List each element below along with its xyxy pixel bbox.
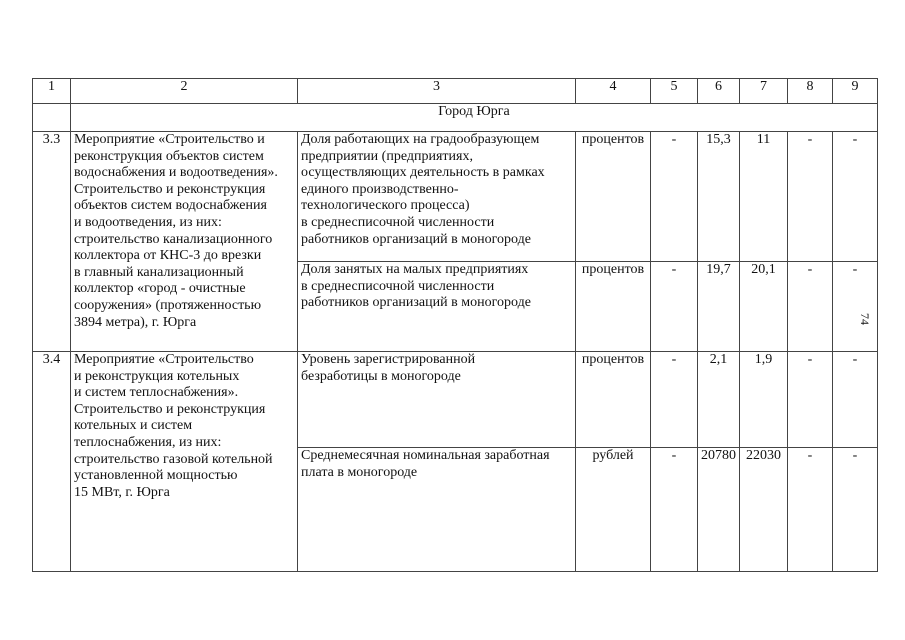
indicator-unit: процентов [576,352,651,448]
measure-description [71,132,298,352]
measure-text-line: в главный канализационный [74,264,244,280]
indicator-text-line: Доля работающих на градообразующем [301,132,540,147]
value-col-5: - [651,262,698,352]
indicator-text-line: предприятии (предприятиях, [301,148,473,164]
header-cell: 4 [576,79,651,104]
measure-text-line: Строительство и реконструкция [74,401,266,417]
header-cell: 2 [71,79,298,104]
header-cell: 6 [698,79,740,104]
indicator-name [298,262,576,352]
value-col-8: - [788,352,833,448]
value-col-9: - [833,262,878,352]
value-col-7: 22030 [740,448,788,572]
value-col-5: - [651,448,698,572]
value-col-9: - [833,352,878,448]
measure-text-line: теплоснабжения, из них: [74,434,222,450]
measure-text-line: и реконструкция котельных [74,368,240,384]
header-cell: 9 [833,79,878,104]
value-col-8: - [788,262,833,352]
value-col-9: - [833,132,878,262]
indicator-text-line: плата в моногороде [301,464,418,480]
value-col-7: 11 [740,132,788,262]
rows-body [33,132,878,572]
indicator-text-line: Доля занятых на малых предприятиях [301,262,529,277]
header-row [33,79,878,104]
indicator-text-line: безработицы в моногороде [301,368,461,384]
measure-text-line: водоснабжения и водоотведения». [74,165,278,181]
measure-text-line: и систем теплоснабжения». [74,385,239,401]
measure-number: 3.4 [33,352,71,572]
indicator-name [298,132,576,262]
measure-description [71,352,298,572]
measure-text-line: объектов систем водоснабжения [74,198,267,214]
table-row [33,132,878,262]
page-number: 74 [858,313,872,325]
indicator-text-line: Уровень зарегистрированной [301,352,476,367]
header-cell: 3 [298,79,576,104]
indicator-text-line: осуществляющих деятельность в рамках [301,165,545,181]
indicator-name [298,352,576,448]
measure-number: 3.3 [33,132,71,352]
measure-text-line: Строительство и реконструкция [74,181,266,197]
measure-text-line: Мероприятие «Строительство [74,352,254,367]
indicator-text-line: технологического процесса) [301,198,470,214]
measure-text-line: Мероприятие «Строительство и [74,132,265,147]
table-row [33,352,878,448]
measure-text-line: 3894 метра), г. Юрга [74,314,197,330]
measure-text-line: коллектора от КНС-3 до врезки [74,248,262,264]
header-cell: 8 [788,79,833,104]
value-col-6: 15,3 [698,132,740,262]
measure-text-line: строительство газовой котельной [74,451,273,467]
indicator-text-line: работников организаций в моногороде [301,295,531,311]
measure-text-line: реконструкция объектов систем [74,148,264,164]
value-col-8: - [788,132,833,262]
value-col-7: 20,1 [740,262,788,352]
city-name: Город Юрга [71,104,878,132]
value-col-6: 20780 [698,448,740,572]
value-col-7: 1,9 [740,352,788,448]
measure-text-line: 15 МВт, г. Юрга [74,484,170,500]
value-col-6: 19,7 [698,262,740,352]
value-col-9: - [833,448,878,572]
indicator-unit: процентов [576,132,651,262]
measure-text-line: коллектор «город - очистные [74,281,246,297]
header-cell: 5 [651,79,698,104]
indicator-name [298,448,576,572]
measure-text-line: и водоотведения, из них: [74,214,222,230]
measure-text-line: сооружения» (протяженностью [74,297,262,313]
indicator-unit: процентов [576,262,651,352]
value-col-5: - [651,132,698,262]
header-cell: 7 [740,79,788,104]
indicator-text-line: работников организаций в моногороде [301,231,531,247]
indicator-text-line: в среднесписочной численности [301,278,495,294]
city-row [33,104,878,132]
indicator-text-line: Среднемесячная номинальная заработная [301,448,550,463]
indicator-unit: рублей [576,448,651,572]
indicator-text-line: в среднесписочной численности [301,214,495,230]
measure-text-line: установленной мощностью [74,468,238,484]
measure-text-line: котельных и систем [74,418,193,434]
header-cell: 1 [33,79,71,104]
value-col-5: - [651,352,698,448]
city-row-empty-cell [33,104,71,132]
measure-text-line: строительство канализационного [74,231,273,247]
value-col-8: - [788,448,833,572]
value-col-6: 2,1 [698,352,740,448]
indicator-text-line: единого производственно- [301,181,459,197]
indicators-table [32,78,878,572]
